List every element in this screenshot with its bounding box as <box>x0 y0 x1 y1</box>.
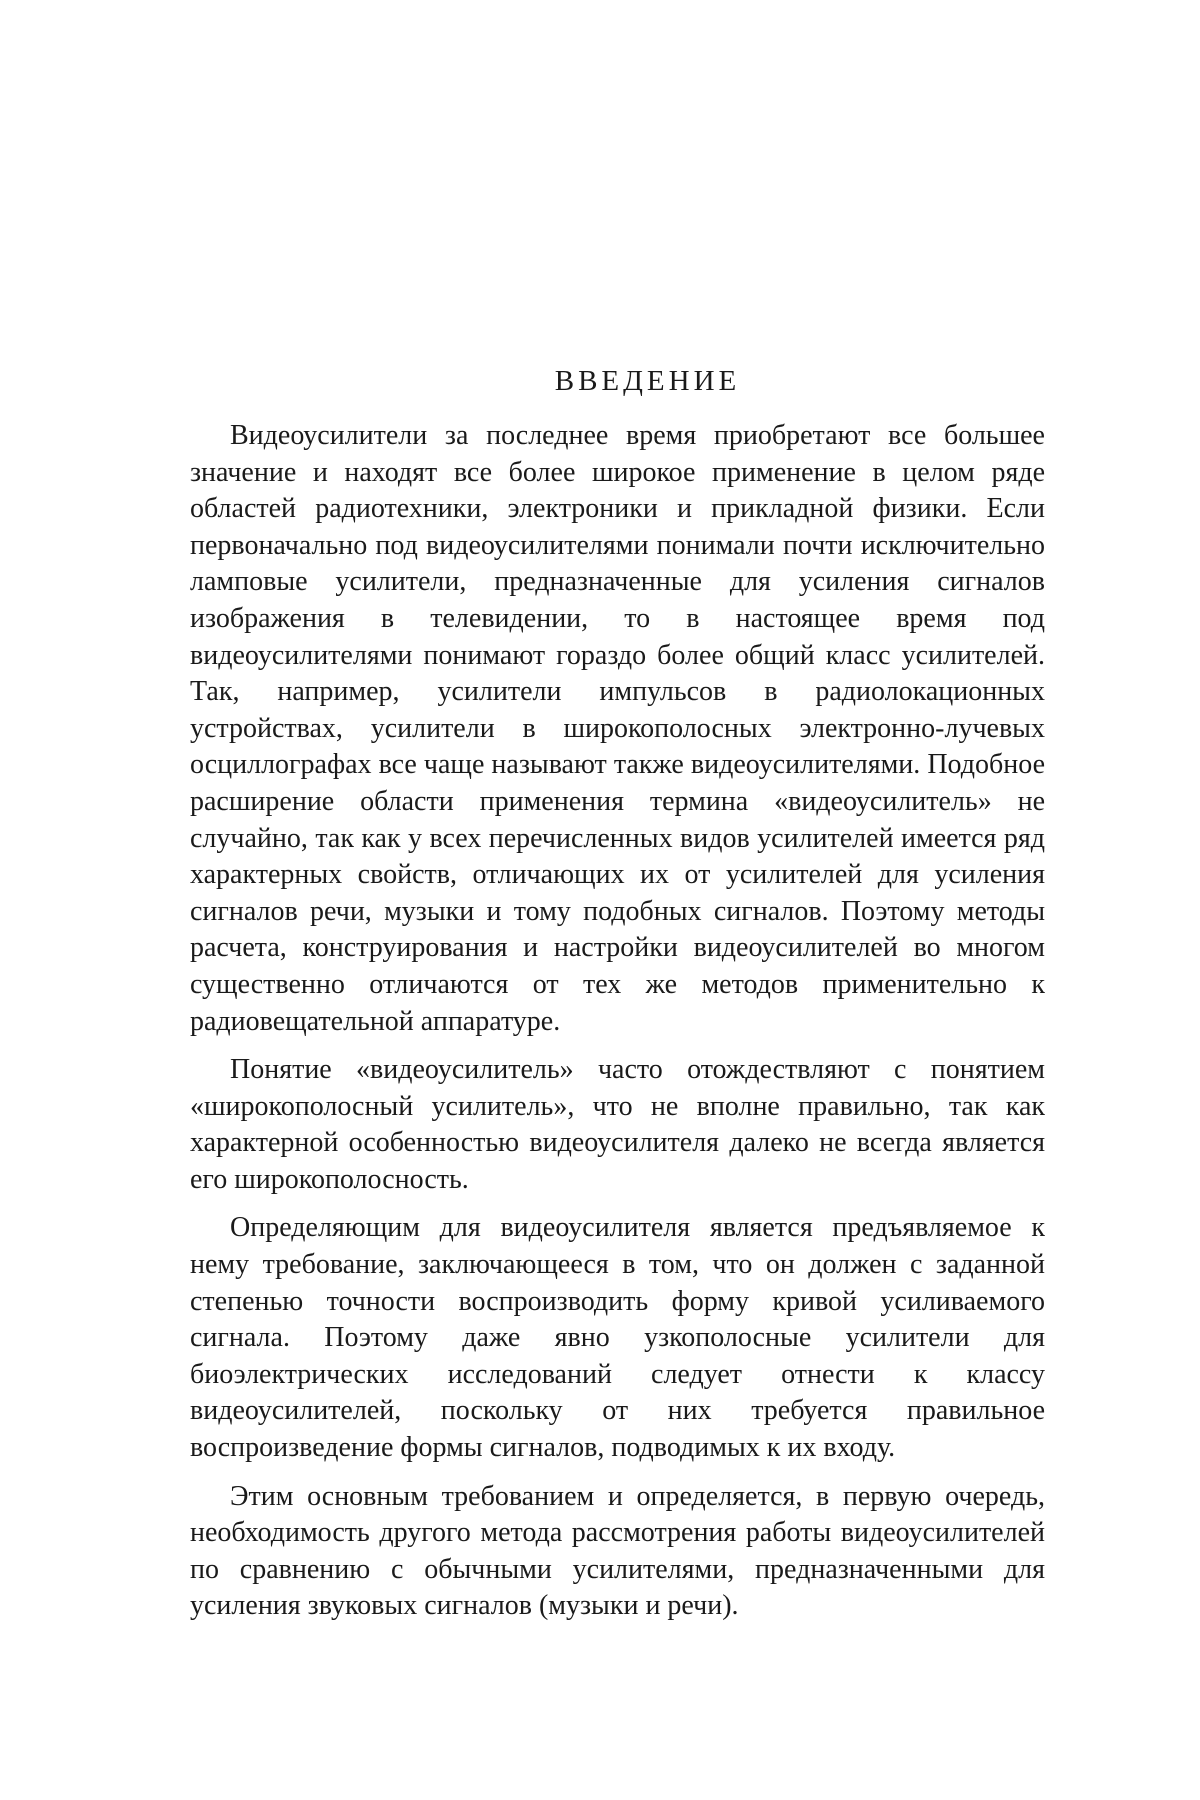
paragraph-1: Видеоусилители за последнее время приобретают все большее значение и находят все более широкое применение в целом ряде областей радиотехники, электроники и прикладной физики. Если первоначально под видеоусилителями понимали почти исключительно ламповые усилители, предназначенные для усиления сигналов изображения в телевидении, то в настоящее время под видеоусилителями понимают гораздо более общий класс усилителей. Так, например, усилители импульсов в радиолокационных устройствах, усилители в широкополосных электронно-лучевых осциллографах все чаще называют также видеоусилителями. Подобное расширение области применения термина «видеоусилитель» не случайно, так как у всех перечисленных видов усилителей имеется ряд характерных свойств, отличающих их от усилителей для усиления сигналов речи, музыки и тому подобных сигналов. Поэтому методы расчета, конструирования и настройки видеоусилителей во многом существенно отличаются от тех же методов применительно к радиовещательной аппаратуре. <box>190 418 1045 1040</box>
paragraph-4: Этим основным требованием и определяется, в первую очередь, необходимость другого метода рассмотрения работы видеоусилителей по сравнению с обычными усилителями, предназначенными для усиления звуковых сигналов (музыки и речи). <box>190 1479 1045 1625</box>
page-title: ВВЕДЕНИЕ <box>190 365 1045 398</box>
paragraph-2: Понятие «видеоусилитель» часто отождествляют с понятием «широкополосный усилитель», что не вполне правильно, так как характерной особенностью видеоусилителя далеко не всегда является его широкополосность. <box>190 1052 1045 1198</box>
paragraph-3: Определяющим для видеоусилителя является предъявляемое к нему требование, заключающееся в том, что он должен с заданной степенью точности воспроизводить форму кривой усиливаемого сигнала. Поэтому даже явно узкополосные усилители для биоэлектрических исследований следует отнести к классу видеоусилителей, поскольку от них требуется правильное воспроизведение формы сигналов, подводимых к их входу. <box>190 1210 1045 1466</box>
document-page <box>190 365 1045 1637</box>
